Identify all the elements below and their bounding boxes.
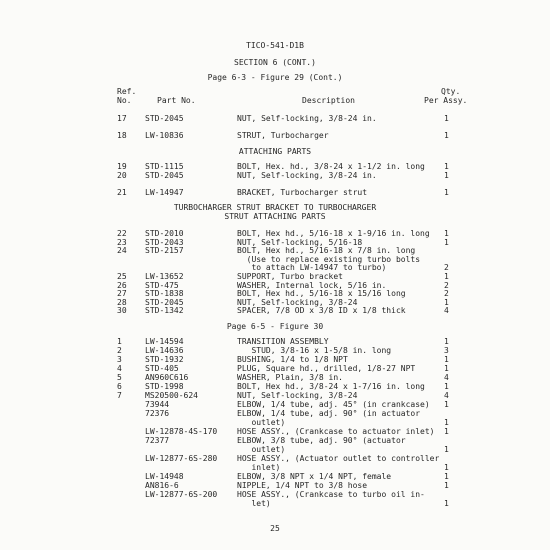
part-description: WASHER, Internal lock, 5/16 in. bbox=[237, 281, 387, 290]
quantity: 1 bbox=[444, 162, 449, 171]
part-description: PLUG, Square hd., drilled, 1/8-27 NPT bbox=[237, 364, 416, 373]
ref-number: 17 bbox=[117, 114, 127, 123]
part-description: NUT, Self-locking, 3/8-24 in. bbox=[237, 114, 377, 123]
part-number: AN960C616 bbox=[145, 373, 189, 382]
part-description: let) bbox=[237, 499, 271, 508]
quantity: 1 bbox=[444, 427, 449, 436]
part-description: BOLT, Hex hd., 5/16-18 x 1-9/16 in. long bbox=[237, 229, 430, 238]
part-number: STD-2010 bbox=[145, 229, 184, 238]
part-description: SUPPORT, Turbo bracket bbox=[237, 272, 343, 281]
part-number: LW-14948 bbox=[145, 472, 184, 481]
quantity: 1 bbox=[444, 131, 449, 140]
parts-row bbox=[0, 188, 550, 198]
part-number: STD-1838 bbox=[145, 289, 184, 298]
doc-number: TICO-541-D1B bbox=[246, 41, 304, 50]
part-description: BOLT, Hex hd., 3/8-24 x 1-7/16 in. long bbox=[237, 382, 425, 391]
page-number: 25 bbox=[270, 524, 280, 533]
quantity: 1 bbox=[444, 364, 449, 373]
col-description: Description bbox=[302, 96, 355, 105]
part-description: BUSHING, 1/4 to 1/8 NPT bbox=[237, 355, 348, 364]
section-title: SECTION 6 (CONT.) bbox=[234, 58, 316, 67]
ref-number: 20 bbox=[117, 171, 127, 180]
quantity: 1 bbox=[444, 481, 449, 490]
quantity: 1 bbox=[444, 188, 449, 197]
part-description: HOSE ASSY., (Crankcase to actuator inlet) bbox=[237, 427, 435, 436]
parts-row bbox=[0, 131, 550, 141]
part-description: NUT, Self-locking, 3/8-24 in. bbox=[237, 171, 377, 180]
quantity: 1 bbox=[444, 114, 449, 123]
figure-title-29: Page 6-3 - Figure 29 (Cont.) bbox=[207, 73, 343, 82]
part-description: (Use to replace existing turbo bolts bbox=[237, 255, 421, 264]
part-description: ELBOW, 3/8 tube, adj. 90° (actuator bbox=[237, 436, 406, 445]
part-number: STD-405 bbox=[145, 364, 179, 373]
col-ref-line2: No. bbox=[117, 96, 132, 105]
quantity: 1 bbox=[444, 418, 449, 427]
part-number: LW-10836 bbox=[145, 131, 184, 140]
quantity: 1 bbox=[444, 445, 449, 454]
ref-number: 2 bbox=[117, 346, 122, 355]
parts-row bbox=[0, 499, 550, 509]
quantity: 1 bbox=[444, 298, 449, 307]
part-description: NUT, Self-locking, 3/8-24 bbox=[237, 391, 358, 400]
col-ref-line1: Ref. bbox=[117, 87, 137, 96]
part-description: BOLT, Hex hd., 5/16-18 x 15/16 long bbox=[237, 289, 406, 298]
part-number: STD-475 bbox=[145, 281, 179, 290]
part-description: ELBOW, 1/4 tube, adj. 90° (in actuator bbox=[237, 409, 421, 418]
part-number: LW-13652 bbox=[145, 272, 184, 281]
quantity: 1 bbox=[444, 229, 449, 238]
quantity: 2 bbox=[444, 281, 449, 290]
ref-number: 27 bbox=[117, 289, 127, 298]
ref-number: 24 bbox=[117, 246, 127, 255]
col-qty-line2: Per Assy. bbox=[424, 96, 468, 105]
part-description: HOSE ASSY., (Crankcase to turbo oil in- bbox=[237, 490, 425, 499]
part-description: BOLT, Hex hd., 5/16-18 x 7/8 in. long bbox=[237, 246, 416, 255]
part-description: outlet) bbox=[237, 418, 286, 427]
quantity: 2 bbox=[444, 289, 449, 298]
part-number: LW-12878-4S-170 bbox=[145, 427, 218, 436]
part-description: BOLT, Hex. hd., 3/8-24 x 1-1/2 in. long bbox=[237, 162, 425, 171]
part-number: STD-1115 bbox=[145, 162, 184, 171]
part-number: STD-1998 bbox=[145, 382, 184, 391]
part-number: STD-1932 bbox=[145, 355, 184, 364]
ref-number: 5 bbox=[117, 373, 122, 382]
ref-number: 23 bbox=[117, 238, 127, 247]
quantity: 1 bbox=[444, 355, 449, 364]
ref-number: 1 bbox=[117, 337, 122, 346]
part-number: 72376 bbox=[145, 409, 170, 418]
part-number: STD-2043 bbox=[145, 238, 184, 247]
quantity: 1 bbox=[444, 472, 449, 481]
part-description: HOSE ASSY., (Actuator outlet to controller bbox=[237, 454, 440, 463]
ref-number: 22 bbox=[117, 229, 127, 238]
part-number: STD-2045 bbox=[145, 114, 184, 123]
part-number: LW-12877-6S-280 bbox=[145, 454, 218, 463]
quantity: 1 bbox=[444, 337, 449, 346]
part-number: LW-12877-6S-200 bbox=[145, 490, 218, 499]
part-number: STD-2045 bbox=[145, 298, 184, 307]
part-number: 73944 bbox=[145, 400, 170, 409]
quantity: 4 bbox=[444, 391, 449, 400]
ref-number: 4 bbox=[117, 364, 122, 373]
quantity: 1 bbox=[444, 171, 449, 180]
part-description: SPACER, 7/8 OD x 3/8 ID x 1/8 thick bbox=[237, 306, 406, 315]
part-description: STUD, 3/8-16 x 1-5/8 in. long bbox=[237, 346, 392, 355]
ref-number: 26 bbox=[117, 281, 127, 290]
quantity: 1 bbox=[444, 238, 449, 247]
quantity: 1 bbox=[444, 499, 449, 508]
part-number: LW-14947 bbox=[145, 188, 184, 197]
quantity: 1 bbox=[444, 463, 449, 472]
ref-number: 6 bbox=[117, 382, 122, 391]
part-description: ELBOW, 1/4 tube, adj. 45° (in crankcase) bbox=[237, 400, 430, 409]
part-description: ELBOW, 3/8 NPT x 1/4 NPT, female bbox=[237, 472, 392, 481]
quantity: 3 bbox=[444, 346, 449, 355]
ref-number: 30 bbox=[117, 306, 127, 315]
quantity: 2 bbox=[444, 263, 449, 272]
part-description: STRUT, Turbocharger bbox=[237, 131, 329, 140]
part-number: AN816-6 bbox=[145, 481, 179, 490]
quantity: 1 bbox=[444, 382, 449, 391]
part-number: STD-2045 bbox=[145, 171, 184, 180]
part-description: NUT, Self-locking, 3/8-24 bbox=[237, 298, 358, 307]
subhead-strut-bracket-line2: STRUT ATTACHING PARTS bbox=[224, 212, 326, 221]
part-description: outlet) bbox=[237, 445, 286, 454]
part-number: STD-1342 bbox=[145, 306, 184, 315]
part-number: 72377 bbox=[145, 436, 170, 445]
part-number: STD-2157 bbox=[145, 246, 184, 255]
quantity: 4 bbox=[444, 373, 449, 382]
quantity: 1 bbox=[444, 400, 449, 409]
part-description: WASHER, Plain, 3/8 in. bbox=[237, 373, 343, 382]
ref-number: 18 bbox=[117, 131, 127, 140]
part-description: NIPPLE, 1/4 NPT to 3/8 hose bbox=[237, 481, 368, 490]
ref-number: 7 bbox=[117, 391, 122, 400]
part-description: BRACKET, Turbocharger strut bbox=[237, 188, 368, 197]
part-description: inlet) bbox=[237, 463, 281, 472]
quantity: 1 bbox=[444, 272, 449, 281]
part-description: to attach LW-14947 to turbo) bbox=[237, 263, 387, 272]
subhead-strut-bracket-line1: TURBOCHARGER STRUT BRACKET TO TURBOCHARGER bbox=[173, 203, 377, 212]
part-number: LW-14594 bbox=[145, 337, 184, 346]
figure-title-30: Page 6-5 - Figure 30 bbox=[226, 322, 324, 331]
ref-number: 3 bbox=[117, 355, 122, 364]
ref-number: 21 bbox=[117, 188, 127, 197]
part-description: TRANSITION ASSEMBLY bbox=[237, 337, 329, 346]
parts-row bbox=[0, 114, 550, 124]
col-part-no: Part No. bbox=[157, 96, 196, 105]
part-number: LW-14636 bbox=[145, 346, 184, 355]
ref-number: 25 bbox=[117, 272, 127, 281]
part-description: NUT, Self-locking, 5/16-18 bbox=[237, 238, 363, 247]
subhead-attaching-parts: ATTACHING PARTS bbox=[238, 147, 312, 156]
part-number: MS20500-624 bbox=[145, 391, 198, 400]
parts-row bbox=[0, 306, 550, 316]
quantity: 4 bbox=[444, 306, 449, 315]
ref-number: 19 bbox=[117, 162, 127, 171]
ref-number: 28 bbox=[117, 298, 127, 307]
parts-row bbox=[0, 171, 550, 181]
col-qty-line1: Qty. bbox=[441, 87, 461, 96]
